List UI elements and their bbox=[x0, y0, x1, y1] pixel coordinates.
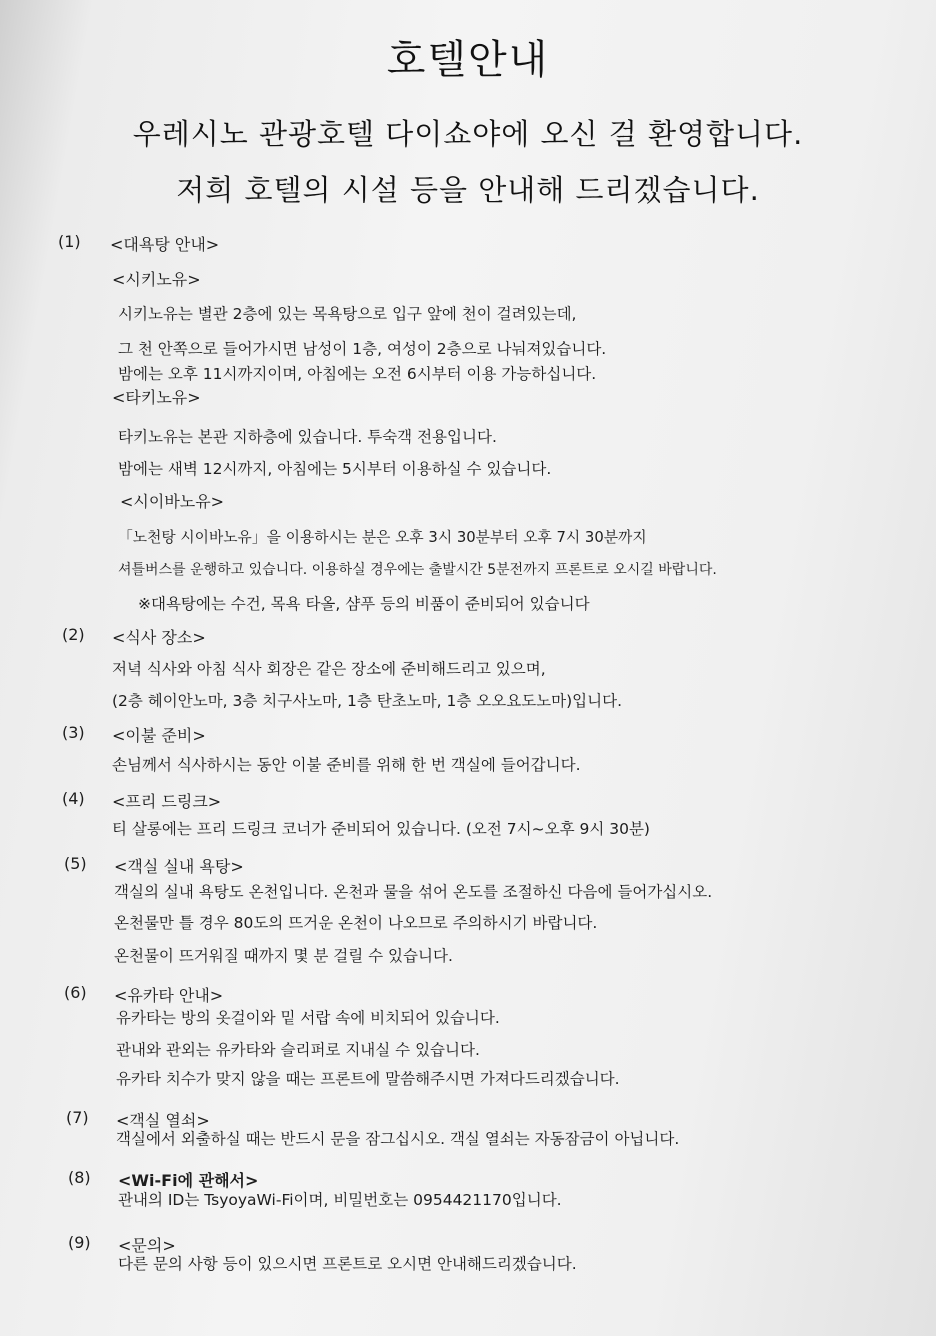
text-line: 유카타는 방의 옷걸이와 밑 서랍 속에 비치되어 있습니다. bbox=[116, 1009, 500, 1027]
subsection-heading: <타키노유> bbox=[112, 388, 201, 407]
section-heading: <대욕탕 안내> bbox=[110, 235, 220, 254]
text-line: 티 살롱에는 프리 드링크 코너가 준비되어 있습니다. (오전 7시~오후 9시 30분) bbox=[112, 820, 650, 838]
text-line: 저녁 식사와 아침 식사 회장은 같은 장소에 준비해드리고 있으며, bbox=[112, 660, 546, 678]
section-heading: <식사 장소> bbox=[112, 628, 206, 647]
section-heading: <이불 준비> bbox=[112, 726, 206, 745]
section-heading: <프리 드링크> bbox=[112, 792, 222, 811]
text-line: 다른 문의 사항 등이 있으시면 프론트로 오시면 안내해드리겠습니다. bbox=[118, 1255, 577, 1273]
text-line: 밤에는 새벽 12시까지, 아침에는 5시부터 이용하실 수 있습니다. bbox=[118, 460, 552, 478]
subsection-heading: <시이바노유> bbox=[120, 492, 225, 511]
section-heading: <유카타 안내> bbox=[114, 986, 224, 1005]
section-heading: <객실 열쇠> bbox=[116, 1111, 210, 1130]
text-line: 관내의 ID는 TsyoyaWi-Fi이며, 비밀번호는 0954421170입니다. bbox=[118, 1191, 562, 1209]
section-heading: <문의> bbox=[118, 1236, 176, 1255]
section-number: (4) bbox=[62, 789, 85, 808]
section-number: (9) bbox=[68, 1233, 91, 1252]
text-line: (2층 헤이안노마, 3층 치구사노마, 1층 탄초노마, 1층 오오요도노마)입니다. bbox=[112, 692, 623, 710]
text-line: 온천물만 틀 경우 80도의 뜨거운 온천이 나오므로 주의하시기 바랍니다. bbox=[114, 914, 598, 932]
section-heading: <객실 실내 욕탕> bbox=[114, 857, 244, 876]
section-number: (1) bbox=[58, 232, 81, 251]
text-line: 시키노유는 별관 2층에 있는 목욕탕으로 입구 앞에 천이 걸려있는데, bbox=[118, 305, 577, 323]
text-line: 「노천탕 시이바노유」을 이용하시는 분은 오후 3시 30분부터 오후 7시 30분까지 bbox=[118, 529, 647, 546]
section-number: (5) bbox=[64, 854, 87, 873]
text-line: 객실에서 외출하실 때는 반드시 문을 잠그십시오. 객실 열쇠는 자동잠금이 아닙니다. bbox=[116, 1130, 680, 1148]
section-number: (6) bbox=[64, 983, 87, 1002]
section-number: (7) bbox=[66, 1108, 89, 1127]
text-line: 밤에는 오후 11시까지이며, 아침에는 오전 6시부터 이용 가능하십니다. bbox=[118, 365, 597, 383]
note-line: ※대욕탕에는 수건, 목욕 타올, 샴푸 등의 비품이 준비되어 있습니다 bbox=[138, 595, 590, 613]
text-line: 그 천 안쪽으로 들어가시면 남성이 1층, 여성이 2층으로 나눠져있습니다. bbox=[118, 340, 607, 358]
section-heading: <Wi-Fi에 관해서> bbox=[118, 1171, 259, 1190]
intro-line: 저희 호텔의 시설 등을 안내해 드리겠습니다. bbox=[176, 173, 760, 207]
text-line: 온천물이 뜨거워질 때까지 몇 분 걸릴 수 있습니다. bbox=[114, 947, 453, 965]
text-line: 관내와 관외는 유카타와 슬리퍼로 지내실 수 있습니다. bbox=[116, 1041, 480, 1059]
page-title: 호텔안내 bbox=[386, 37, 550, 83]
section-number: (3) bbox=[62, 723, 85, 742]
text-line: 타키노유는 본관 지하층에 있습니다. 투숙객 전용입니다. bbox=[118, 428, 497, 446]
text-line: 객실의 실내 욕탕도 온천입니다. 온천과 물을 섞어 온도를 조절하신 다음에 들어가십시오. bbox=[114, 883, 713, 901]
section-number: (8) bbox=[68, 1168, 91, 1187]
section-number: (2) bbox=[62, 625, 85, 644]
text-line: 셔틀버스를 운행하고 있습니다. 이용하실 경우에는 출발시간 5분전까지 프론트로 오시길 바랍니다. bbox=[118, 562, 717, 578]
subsection-heading: <시키노유> bbox=[112, 270, 201, 289]
text-line: 유카타 치수가 맞지 않을 때는 프론트에 말씀해주시면 가져다드리겠습니다. bbox=[116, 1070, 620, 1088]
welcome-line: 우레시노 관광호텔 다이쇼야에 오신 걸 환영합니다. bbox=[132, 117, 804, 151]
text-line: 손님께서 식사하시는 동안 이불 준비를 위해 한 번 객실에 들어갑니다. bbox=[112, 756, 581, 774]
